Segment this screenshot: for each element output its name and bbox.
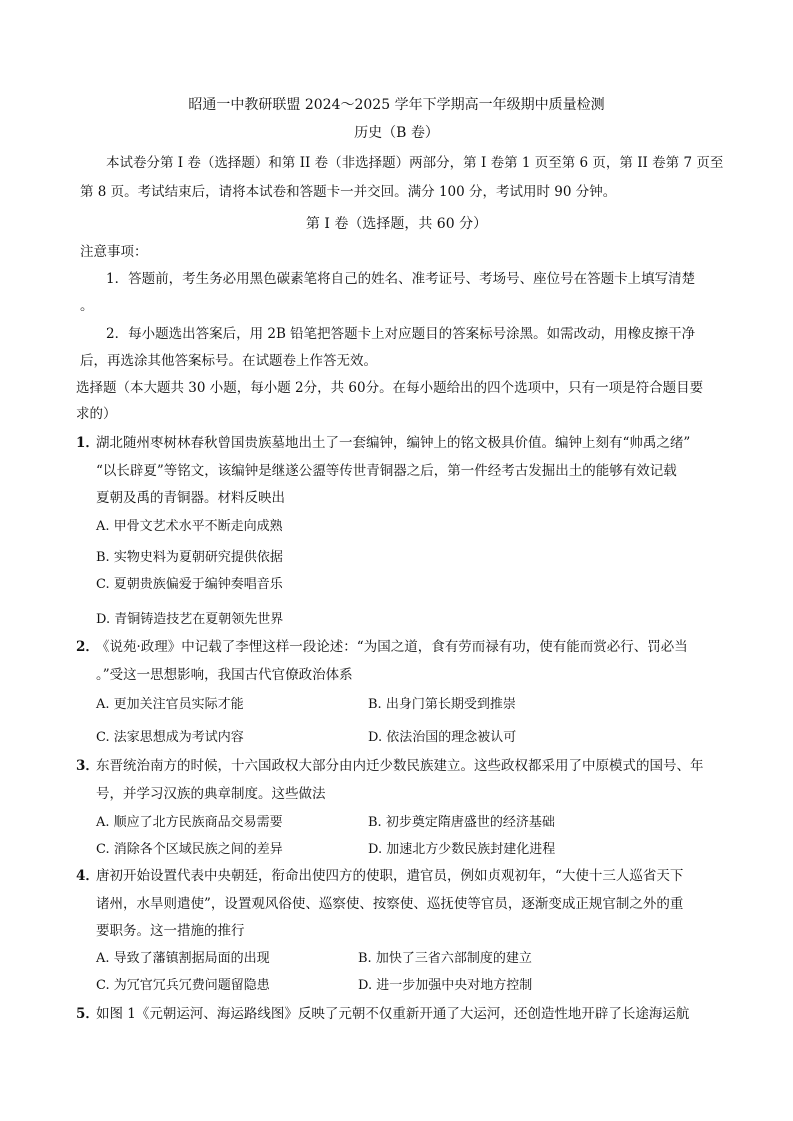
question-4-stem: 唐初开始设置代表中央朝廷，衔命出使四方的使职，遣官员，例如贞观初年，“大使十三人巡省天下 (96, 868, 684, 884)
notice-item-2: 2．每小题选出答案后，用 2B 铅笔把答题卡上对应题目的答案标号涂黑。如需改动，用橡皮擦干净 (106, 326, 696, 342)
notice-item-1-cont: 。 (80, 298, 94, 314)
option-b[interactable]: B. 加快了三省六部制度的建立 (358, 951, 532, 966)
option-d[interactable]: D. 进一步加强中央对地方控制 (358, 978, 533, 993)
question-number: 5． (76, 1006, 99, 1022)
notice-item-2-cont: 后，再选涂其他答案标号。在试题卷上作答无效。 (80, 353, 377, 369)
question-2-stem: 《说苑·政理》中记载了李悝这样一段论述：“为国之道，食有劳而禄有功，使有能而赏必行、罚必当 (96, 639, 688, 655)
option-c[interactable]: C. 为冗官冗兵冗费问题留隐患 (96, 978, 270, 993)
exam-title: 昭通一中教研联盟 2024～2025 学年下学期高一年级期中质量检测 (188, 97, 605, 113)
question-4-stem: 诸州，水旱则遣使”，设置观风俗使、巡察使、按察使、巡抚使等官员，逐渐变成正规官制之外的重 (96, 896, 684, 912)
option-c[interactable]: C. 法家思想成为考试内容 (96, 730, 244, 745)
question-number: 4． (76, 868, 99, 884)
option-d[interactable]: D. 青铜铸造技艺在夏朝领先世界 (96, 612, 284, 627)
option-a[interactable]: A. 更加关注官员实际才能 (96, 697, 244, 712)
option-d[interactable]: D. 依法治国的理念被认可 (368, 730, 517, 745)
option-b[interactable]: B. 实物史料为夏朝研究提供依据 (96, 550, 283, 565)
question-1-stem: 湖北随州枣树林春秋曾国贵族墓地出土了一套编钟，编钟上的铭文极具价值。编钟上刻有“帅禹之绪” (96, 435, 691, 451)
question-number: 1． (76, 435, 99, 451)
question-1-stem: “以长辟夏”等铭文，该编钟是继遂公盨等传世青铜器之后，第一件经考古发掘出土的能够有效记载 (96, 463, 677, 479)
option-c[interactable]: C. 消除各个区域民族之间的差异 (96, 842, 283, 857)
question-3-stem: 东晋统治南方的时候，十六国政权大部分由内迁少数民族建立。这些政权都采用了中原模式的国号、年 (96, 758, 704, 774)
question-2-stem: 。”受这一思想影响，我国古代官僚政治体系 (96, 667, 353, 683)
notice-item-1: 1．答题前，考生务必用黑色碳素笔将自己的姓名、准考证号、考场号、座位号在答题卡上填写清楚 (106, 271, 696, 287)
question-4-stem: 要职务。这一措施的推行 (96, 923, 245, 939)
question-3-stem: 号，并学习汉族的典章制度。这些做法 (96, 786, 326, 802)
question-number: 2． (76, 639, 99, 655)
instructions-line-2: 求的） (76, 406, 117, 422)
option-b[interactable]: B. 初步奠定隋唐盛世的经济基础 (368, 815, 555, 830)
instructions-line-1: 选择题（本大题共 30 小题，每小题 2分，共 60分。在每小题给出的四个选项中，只有一项是符合题目要 (76, 380, 704, 396)
option-b[interactable]: B. 出身门第长期受到推崇 (368, 697, 516, 712)
option-d[interactable]: D. 加速北方少数民族封建化进程 (368, 842, 556, 857)
notice-heading: 注意事项： (80, 244, 148, 260)
exam-subtitle: 历史（B 卷） (354, 125, 439, 141)
section-title: 第 I 卷（选择题，共 60 分） (305, 216, 488, 232)
question-5-stem: 如图 1《元朝运河、海运路线图》反映了元朝不仅重新开通了大运河，还创造性地开辟了长途海运航 (96, 1006, 690, 1022)
option-c[interactable]: C. 夏朝贵族偏爱于编钟奏唱音乐 (96, 577, 283, 592)
option-a[interactable]: A. 甲骨文艺术水平不断走向成熟 (96, 519, 283, 534)
intro-line-1: 本试卷分第 I 卷（选择题）和第 II 卷（非选择题）两部分，第 I 卷第 1 页至第 6 页，第 II 卷第 7 页至 (106, 155, 724, 171)
question-number: 3． (76, 758, 99, 774)
option-a[interactable]: A. 顺应了北方民族商品交易需要 (96, 815, 283, 830)
option-a[interactable]: A. 导致了藩镇割据局面的出现 (96, 951, 270, 966)
question-1-stem: 夏朝及禹的青铜器。材料反映出 (96, 490, 285, 506)
intro-line-2: 第 8 页。考试结束后，请将本试卷和答题卡一并交回。满分 100 分，考试用时 90 分钟。 (80, 184, 617, 200)
